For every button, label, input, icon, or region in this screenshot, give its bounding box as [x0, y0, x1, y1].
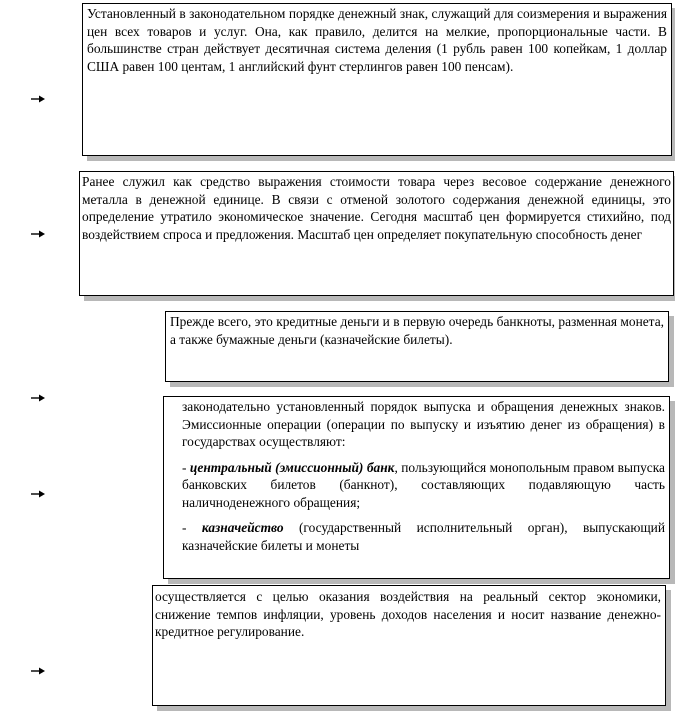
arrow-right-icon — [30, 229, 46, 239]
list-item-central-bank — [182, 459, 665, 512]
arrow-right-icon — [30, 393, 46, 403]
list-dash: - — [182, 459, 190, 475]
definition-box-emission — [163, 396, 670, 579]
list-item-text: , пользующийся монопольным правом выпуска банковских билетов (банкнот), составляющих подавляющую часть наличноденежного обращения; — [182, 459, 665, 510]
list-item-treasury — [182, 519, 665, 554]
definition-box-money-types — [165, 311, 669, 382]
definition-intro: законодательно установленный порядок выпуска и обращения денежных знаков. Эмиссионные операции (операции по выпуску и изъятию денег из обращения) в государствах осуществляют: — [182, 399, 665, 449]
term-treasury: казначейство — [201, 520, 284, 535]
definition-box-price-scale — [79, 171, 674, 296]
definition-text: Установленный в законодательном порядке денежный знак, служащий для соизмерения и выражения цен всех товаров и услуг. Она, как правило, делится на мелкие, пропорциональные части. В большинстве стран действует десятичная система деления (1 рубль равен 100 копейкам, 1 доллар США равен 100 центам, 1 английский фунт стерлингов равен 100 пенсам). — [87, 6, 667, 74]
definition-text: осуществляется с целью оказания воздействия на реальный сектор экономики, снижение темпов инфляции, уровень доходов населения и носит название денежно-кредитное регулирование. — [155, 589, 661, 639]
arrow-right-icon — [30, 94, 46, 104]
definition-text: Ранее служил как средство выражения стоимости товара через весовое содержание денежного металла в денежной единице. В связи с отменой золотого содержания денежной единицы, это определение утратило экономическое значение. Сегодня масштаб цен формируется стихийно, под воздействием спроса и предложения. Масштаб цен определяет покупательную способность денег — [82, 174, 671, 242]
arrow-right-icon — [30, 489, 46, 499]
list-item-text: (государственный исполнительный орган), выпускающий казначейские билеты и монеты — [182, 520, 666, 553]
list-dash: - — [182, 520, 202, 535]
arrow-right-icon — [30, 666, 46, 676]
definition-box-regulation — [152, 585, 666, 706]
definition-box-monetary-unit — [82, 3, 672, 156]
term-central-bank: центральный (эмиссионный) банк — [189, 459, 395, 475]
definition-text: Прежде всего, это кредитные деньги и в первую очередь банкноты, разменная монета, а также бумажные деньги (казначейские билеты). — [170, 314, 664, 347]
